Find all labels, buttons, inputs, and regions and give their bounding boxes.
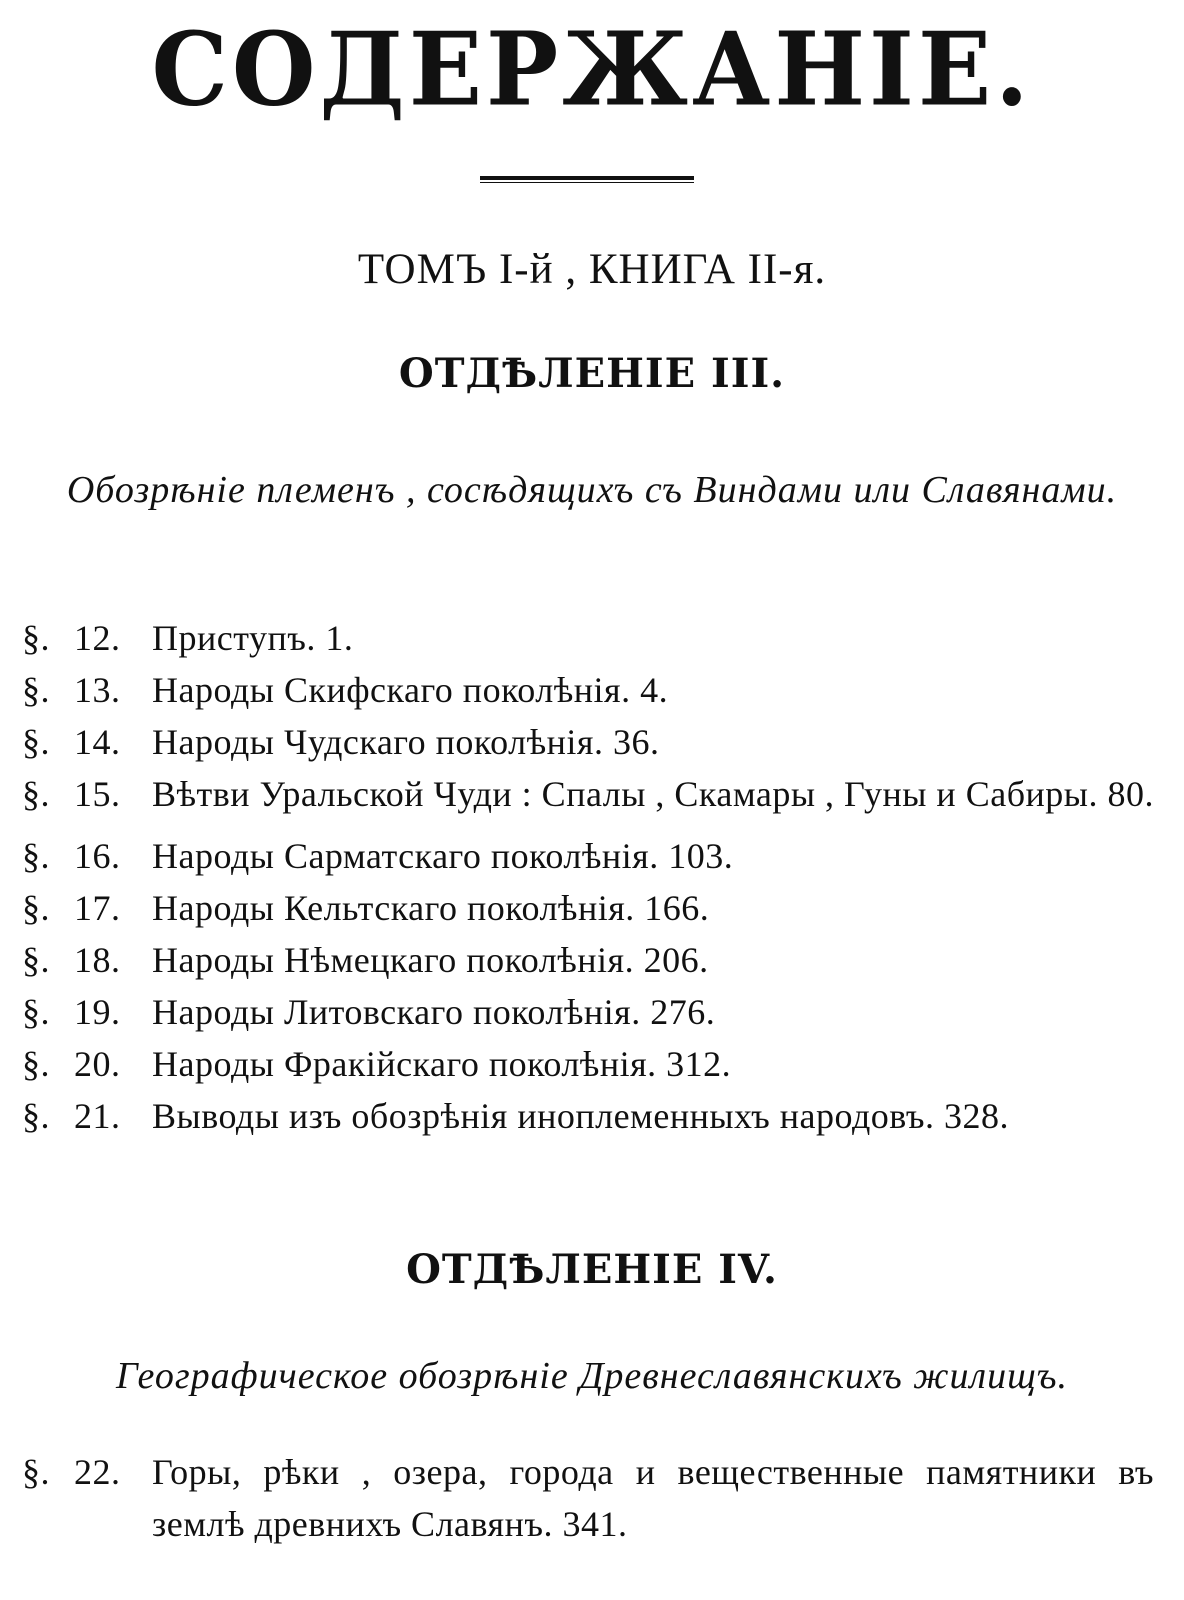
section-sign: §. [22,774,50,814]
section-sign: §. [22,722,50,762]
toc-list-section-3 [22,612,1154,1142]
toc-item-18 [22,934,1154,986]
toc-item-12 [22,612,1154,664]
toc-item-number: 17. [74,888,121,928]
toc-item-22 [22,1446,1154,1550]
toc-item-text: Вѣтви Уральской Чуди : Спалы , Скамары , Гуны и Сабиры. 80. [152,774,1154,814]
toc-item-number: 14. [74,722,121,762]
section-sign: §. [22,940,50,980]
section-subtitle-4: Географическое обозрѣніе Древнеславянскихъ жилищъ. [115,1355,1069,1397]
toc-item-19 [22,986,1154,1038]
toc-item-text: Народы Сарматскаго поколѣнія. 103. [152,836,734,876]
toc-item-text: Народы Нѣмецкаго поколѣнія. 206. [152,940,709,980]
volume-line: ТОМЪ I-й , КНИГА II-я. [357,246,827,293]
section-sign: §. [22,1452,50,1492]
page-title: СОДЕРЖАНІЕ. [151,10,1033,129]
section-sign: §. [22,618,50,658]
toc-item-number: 19. [74,992,121,1032]
toc-item-21 [22,1090,1154,1142]
toc-item-number: 22. [74,1452,121,1492]
toc-item-number: 16. [74,836,121,876]
toc-item-number: 20. [74,1044,121,1084]
toc-item-17 [22,882,1154,934]
section-sign: §. [22,670,50,710]
section-sign: §. [22,888,50,928]
title-divider [480,176,694,183]
toc-item-text: Приступъ. 1. [152,618,354,658]
toc-item-text: Народы Чудскаго поколѣнія. 36. [152,722,660,762]
section-subtitle-3: Обозрѣніе племенъ , сосѣдящихъ съ Виндами или Славянами. [66,469,1118,511]
toc-item-text: Выводы изъ обозрѣнія иноплеменныхъ народовъ. 328. [152,1096,1010,1136]
toc-item-number: 15. [74,774,121,814]
toc-item-16 [22,830,1154,882]
toc-item-14 [22,716,1154,768]
toc-item-20 [22,1038,1154,1090]
toc-item-text: Народы Кельтскаго поколѣнія. 166. [152,888,710,928]
section-sign: §. [22,992,50,1032]
section-heading-3: ОТДѢЛЕНІЕ III. [398,350,786,397]
toc-spacer [22,820,1154,830]
toc-list-section-4 [22,1446,1154,1550]
toc-item-text: Народы Скифскаго поколѣнія. 4. [152,670,669,710]
toc-item-text: Народы Фракійскаго поколѣнія. 312. [152,1044,732,1084]
toc-item-15 [22,768,1154,820]
toc-item-text: Народы Литовскаго поколѣнія. 276. [152,992,716,1032]
toc-item-13 [22,664,1154,716]
toc-item-number: 18. [74,940,121,980]
toc-item-number: 12. [74,618,121,658]
section-sign: §. [22,836,50,876]
toc-item-number: 13. [74,670,121,710]
toc-item-number: 21. [74,1096,121,1136]
toc-item-text: Горы, рѣки , озера, города и вещественные памятники въ землѣ древнихъ Славянъ. 341. [152,1452,1154,1544]
section-heading-4: ОТДѢЛЕНІЕ IV. [406,1246,778,1293]
section-sign: §. [22,1044,50,1084]
section-sign: §. [22,1096,50,1136]
